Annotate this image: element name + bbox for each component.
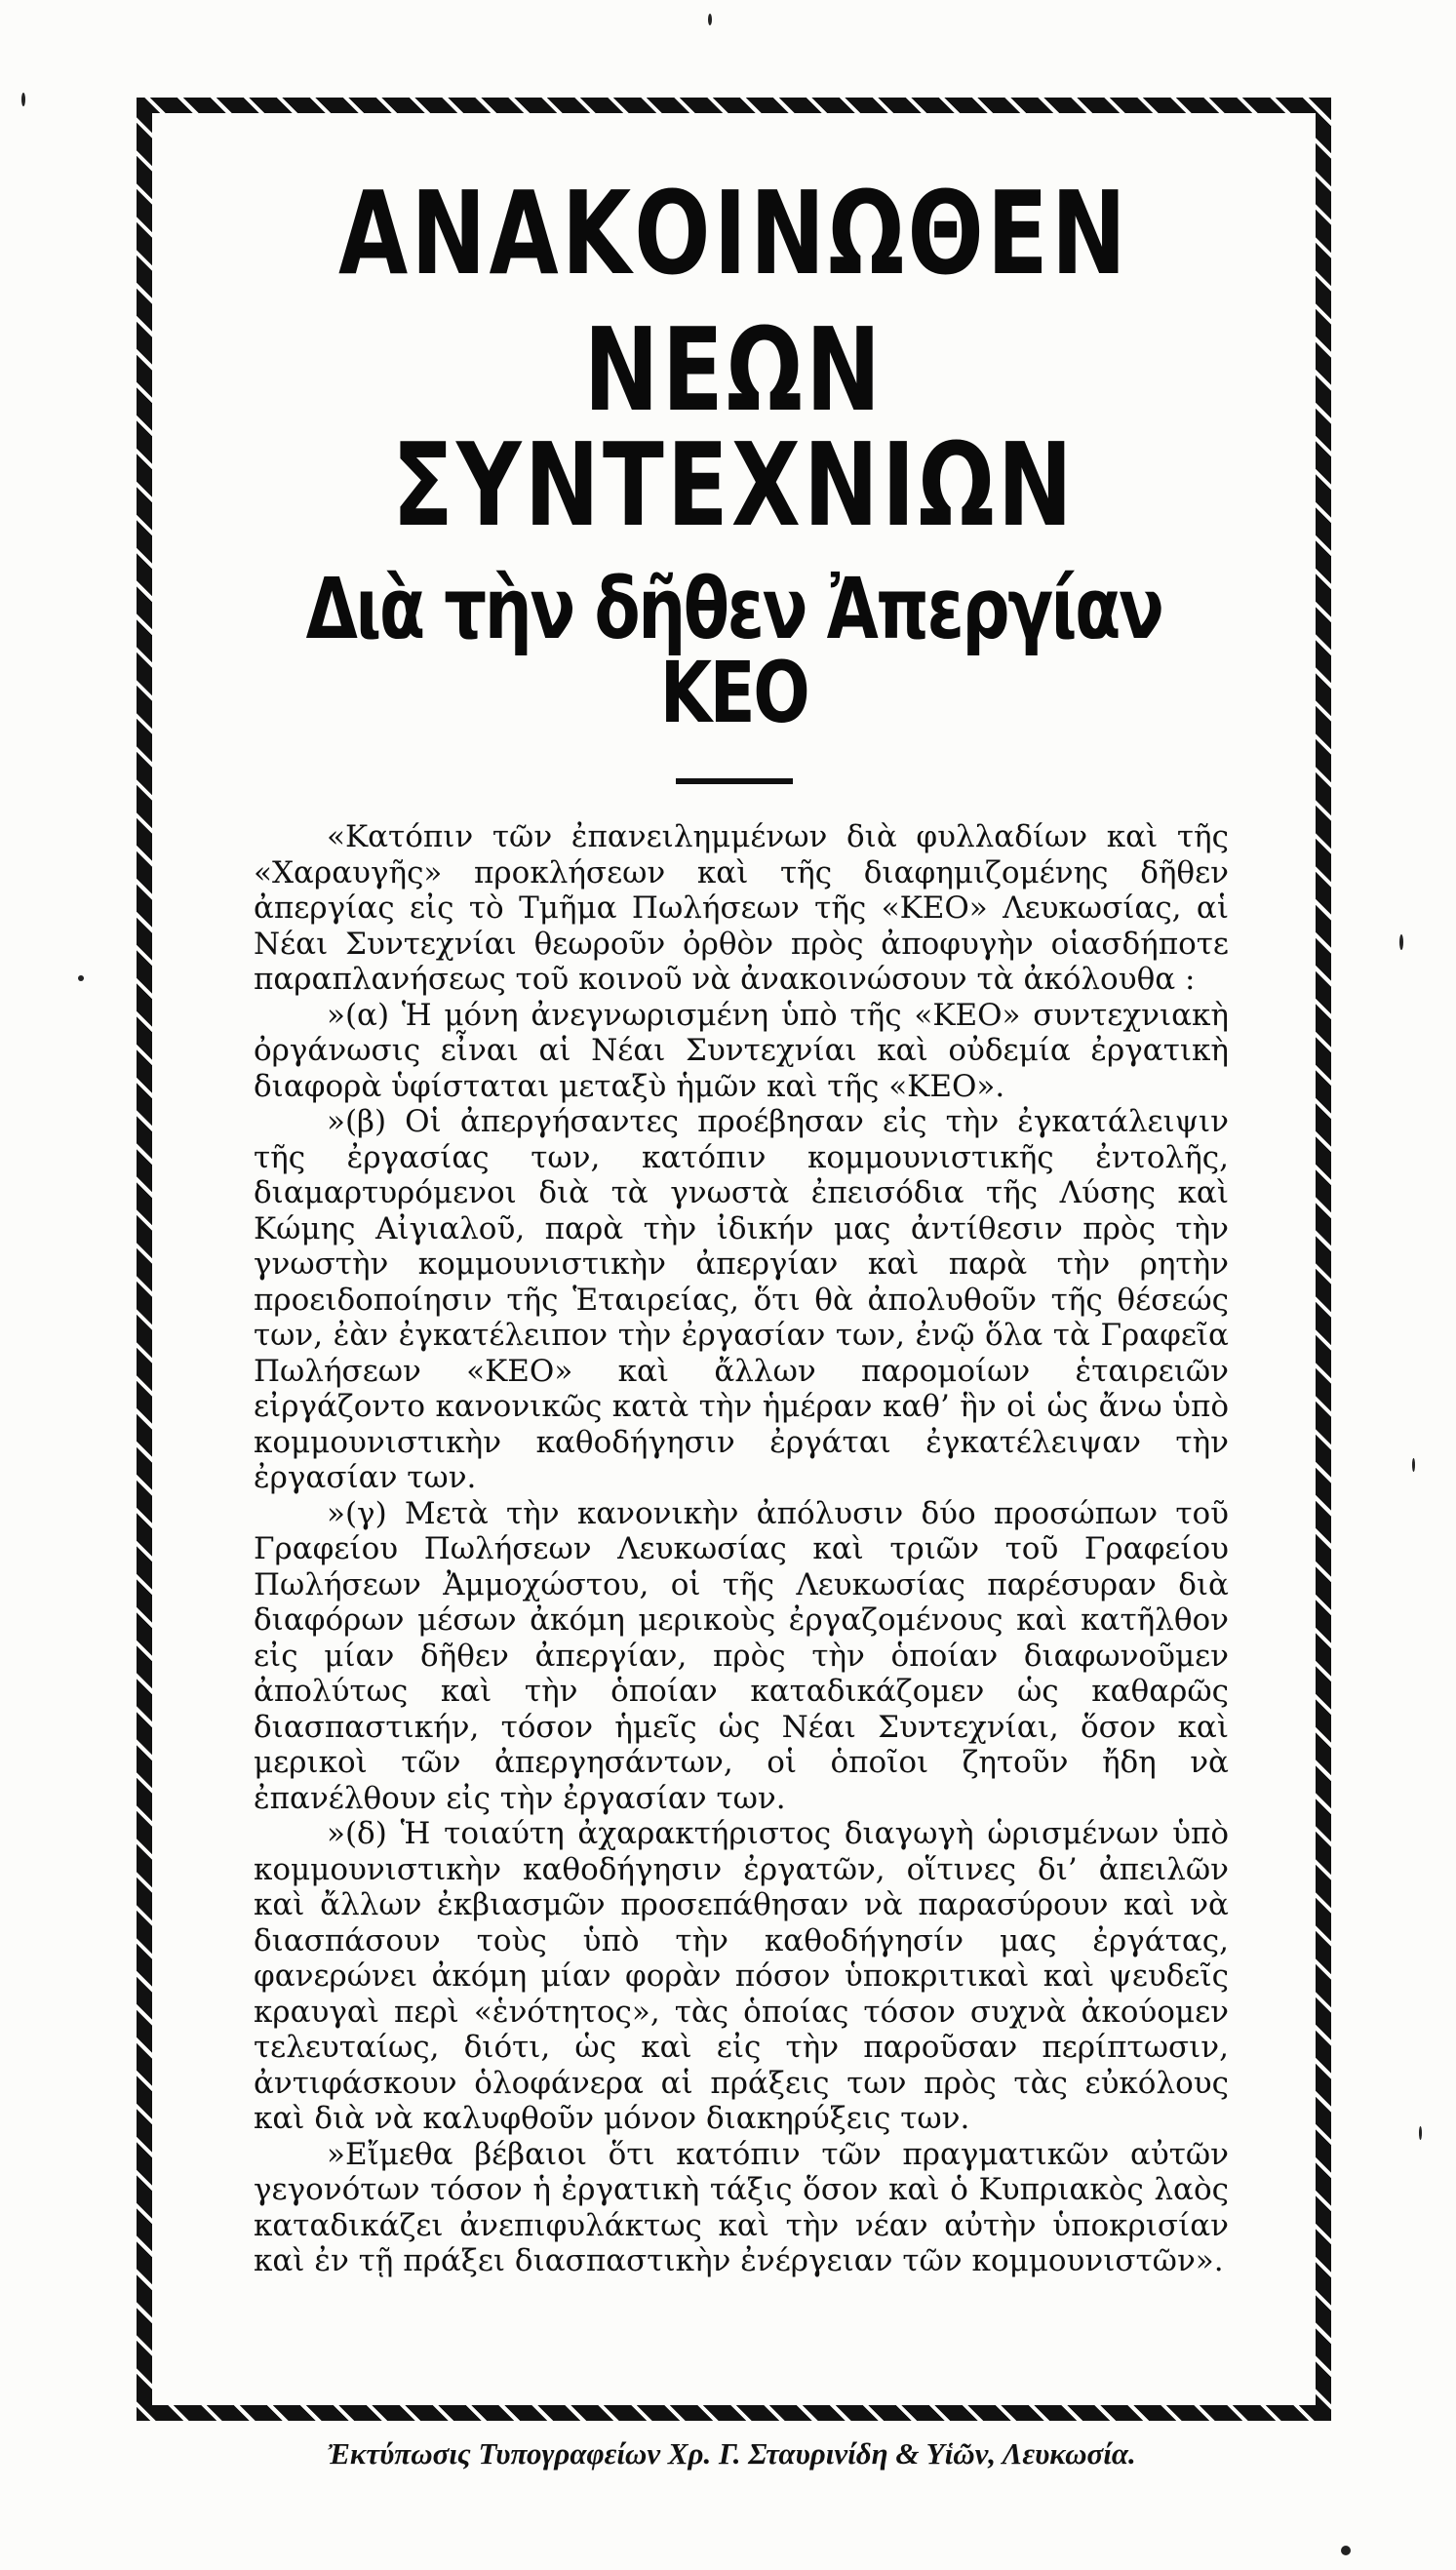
paragraph-d: »(δ) Ἡ τοιαύτη ἀχαρακτήριστος διαγωγὴ ὡρισμένων ὑπὸ κομμουνιστικὴν καθοδήγησιν ἐργατῶν, οἵτινες δι’ ἀπειλῶν καὶ ἄλλων ἐκβιασμῶν προσεπάθησαν νὰ παρασύρουν καὶ νὰ διασπάσουν τοὺς ὑπὸ τὴν καθοδήγησίν μας ἐργάτας, φανερώνει ἀκόμη μίαν φορὰν πόσον ὑποκριτικαὶ καὶ ψευδεῖς κραυγαὶ περὶ «ἑνότητος», τὰς ὁποίας τόσον συχνὰ ἀκούομεν τελευταίως, διότι, ὡς καὶ εἰς τὴν παροῦσαν περίπτωσιν, ἀντιφάσκουν ὁλοφάνερα αἱ πράξεις των πρὸς τὰς εὐκόλους καὶ διὰ νὰ καλυφθοῦν μόνον διακηρύξεις των. (254, 1816, 1229, 2136)
print-speck (1399, 934, 1403, 950)
print-speck (708, 14, 712, 25)
headline-line-3: Διὰ τὴν δῆθεν Ἀπεργίαν ΚΕΟ (305, 561, 1162, 742)
headline-line-2: ΝΕΩΝ ΣΥΝΤΕΧΝΙΩΝ (392, 302, 1076, 552)
paragraph-b: »(β) Οἱ ἀπεργήσαντες προέβησαν εἰς τὴν ἐγκατάλειψιν τῆς ἐργασίας των, κατόπιν κομμουνιστικῆς ἐντολῆς, διαμαρτυρόμενοι διὰ τὰ γνωστὰ ἐπεισόδια τῆς Λύσης καὶ Κώμης Αἰγιαλοῦ, παρὰ τὴν ἰδικήν μας ἀντίθεσιν πρὸς τὴν γνωστὴν κομμουνιστικὴν ἀπεργίαν καὶ παρὰ τὴν ρητὴν προειδοποίησιν τῆς Ἑταιρείας, ὅτι θὰ ἀπολυθοῦν τῆς θέσεώς των, ἐὰν ἐγκατέλειπον τὴν ἐργασίαν των, ἐνῷ ὅλα τὰ Γραφεῖα Πωλήσεων «ΚΕΟ» καὶ ἄλλων παρομοίων ἑταιρειῶν εἰργάζοντο κανονικῶς κατὰ τὴν ἡμέραν καθ’ ἣν οἱ ὡς ἄνω ὑπὸ κομμουνιστικὴν καθοδήγησιν ἐργάται ἐγκατέλειψαν τὴν ἐργασίαν των. (254, 1104, 1229, 1495)
paragraph-intro: «Κατόπιν τῶν ἐπανειλημμένων διὰ φυλλαδίων καὶ τῆς «Χαραυγῆς» προκλήσεων καὶ τῆς διαφημιζομένης δῆθεν ἀπεργίας εἰς τὸ Τμῆμα Πωλήσεων τῆς «ΚΕΟ» Λευκωσίας, αἱ Νέαι Συντεχνίαι θεωροῦν ὀρθὸν πρὸς ἀποφυγὴν οἱασδήποτε παραπλανήσεως τοῦ κοινοῦ νὰ ἀνακοινώσουν τὰ ἀκόλουθα : (254, 819, 1229, 997)
print-speck (78, 975, 84, 981)
divider (676, 778, 793, 784)
announcement (176, 137, 1292, 2382)
paragraph-c: »(γ) Μετὰ τὴν κανονικὴν ἀπόλυσιν δύο προσώπων τοῦ Γραφείου Πωλήσεων Λευκωσίας καὶ τριῶν τοῦ Γραφείου Πωλήσεων Ἀμμοχώστου, οἱ τῆς Λευκωσίας παρέσυραν διὰ διαφόρων μέσων ἀκόμη μερικοὺς ἐργαζομένους καὶ κατῆλθον εἰς μίαν δῆθεν ἀπεργίαν, πρὸς τὴν ὁποίαν διαφωνοῦμεν ἀπολύτως καὶ τὴν ὁποίαν καταδικάζομεν ὡς καθαρῶς διασπαστικήν, τόσον ἡμεῖς ὡς Νέαι Συντεχνίαι, ὅσον καὶ μερικοὶ τῶν ἀπεργησάντων, οἱ ὁποῖοι ζητοῦν ἤδη νὰ ἐπανέλθουν εἰς τὴν ἐργασίαν των. (254, 1495, 1229, 1816)
headline-line-1: ΑΝΑΚΟΙΝΩΘΕΝ (337, 166, 1130, 300)
print-speck (1412, 1458, 1415, 1472)
print-speck (21, 93, 25, 106)
printer-imprint: Ἐκτύπωσις Τυπογραφείων Χρ. Γ. Σταυρινίδη & Υἱῶν, Λευκωσία. (327, 2436, 1136, 2471)
paragraph-closing: »Εἴμεθα βέβαιοι ὅτι κατόπιν τῶν πραγματικῶν αὐτῶν γεγονότων τόσον ἡ ἐργατικὴ τάξις ὅσον καὶ ὁ Κυπριακὸς λαὸς καταδικάζει ἀνεπιφυλάκτως καὶ τὴν νέαν αὐτὴν ὑποκρισίαν καὶ ἐν τῇ πράξει διασπαστικὴν ἐνέργειαν τῶν κομμουνιστῶν». (254, 2136, 1229, 2278)
print-speck (1341, 2546, 1351, 2555)
print-speck (1419, 2126, 1422, 2140)
body-text (254, 819, 1229, 2279)
paragraph-a: »(α) Ἡ μόνη ἀνεγνωρισμένη ὑπὸ τῆς «ΚΕΟ» συντεχνιακὴ ὀργάνωσις εἶναι αἱ Νέαι Συντεχνίαι καὶ οὐδεμία ἐργατικὴ διαφορὰ ὑφίσταται μεταξὺ ἡμῶν καὶ τῆς «ΚΕΟ». (254, 997, 1229, 1104)
